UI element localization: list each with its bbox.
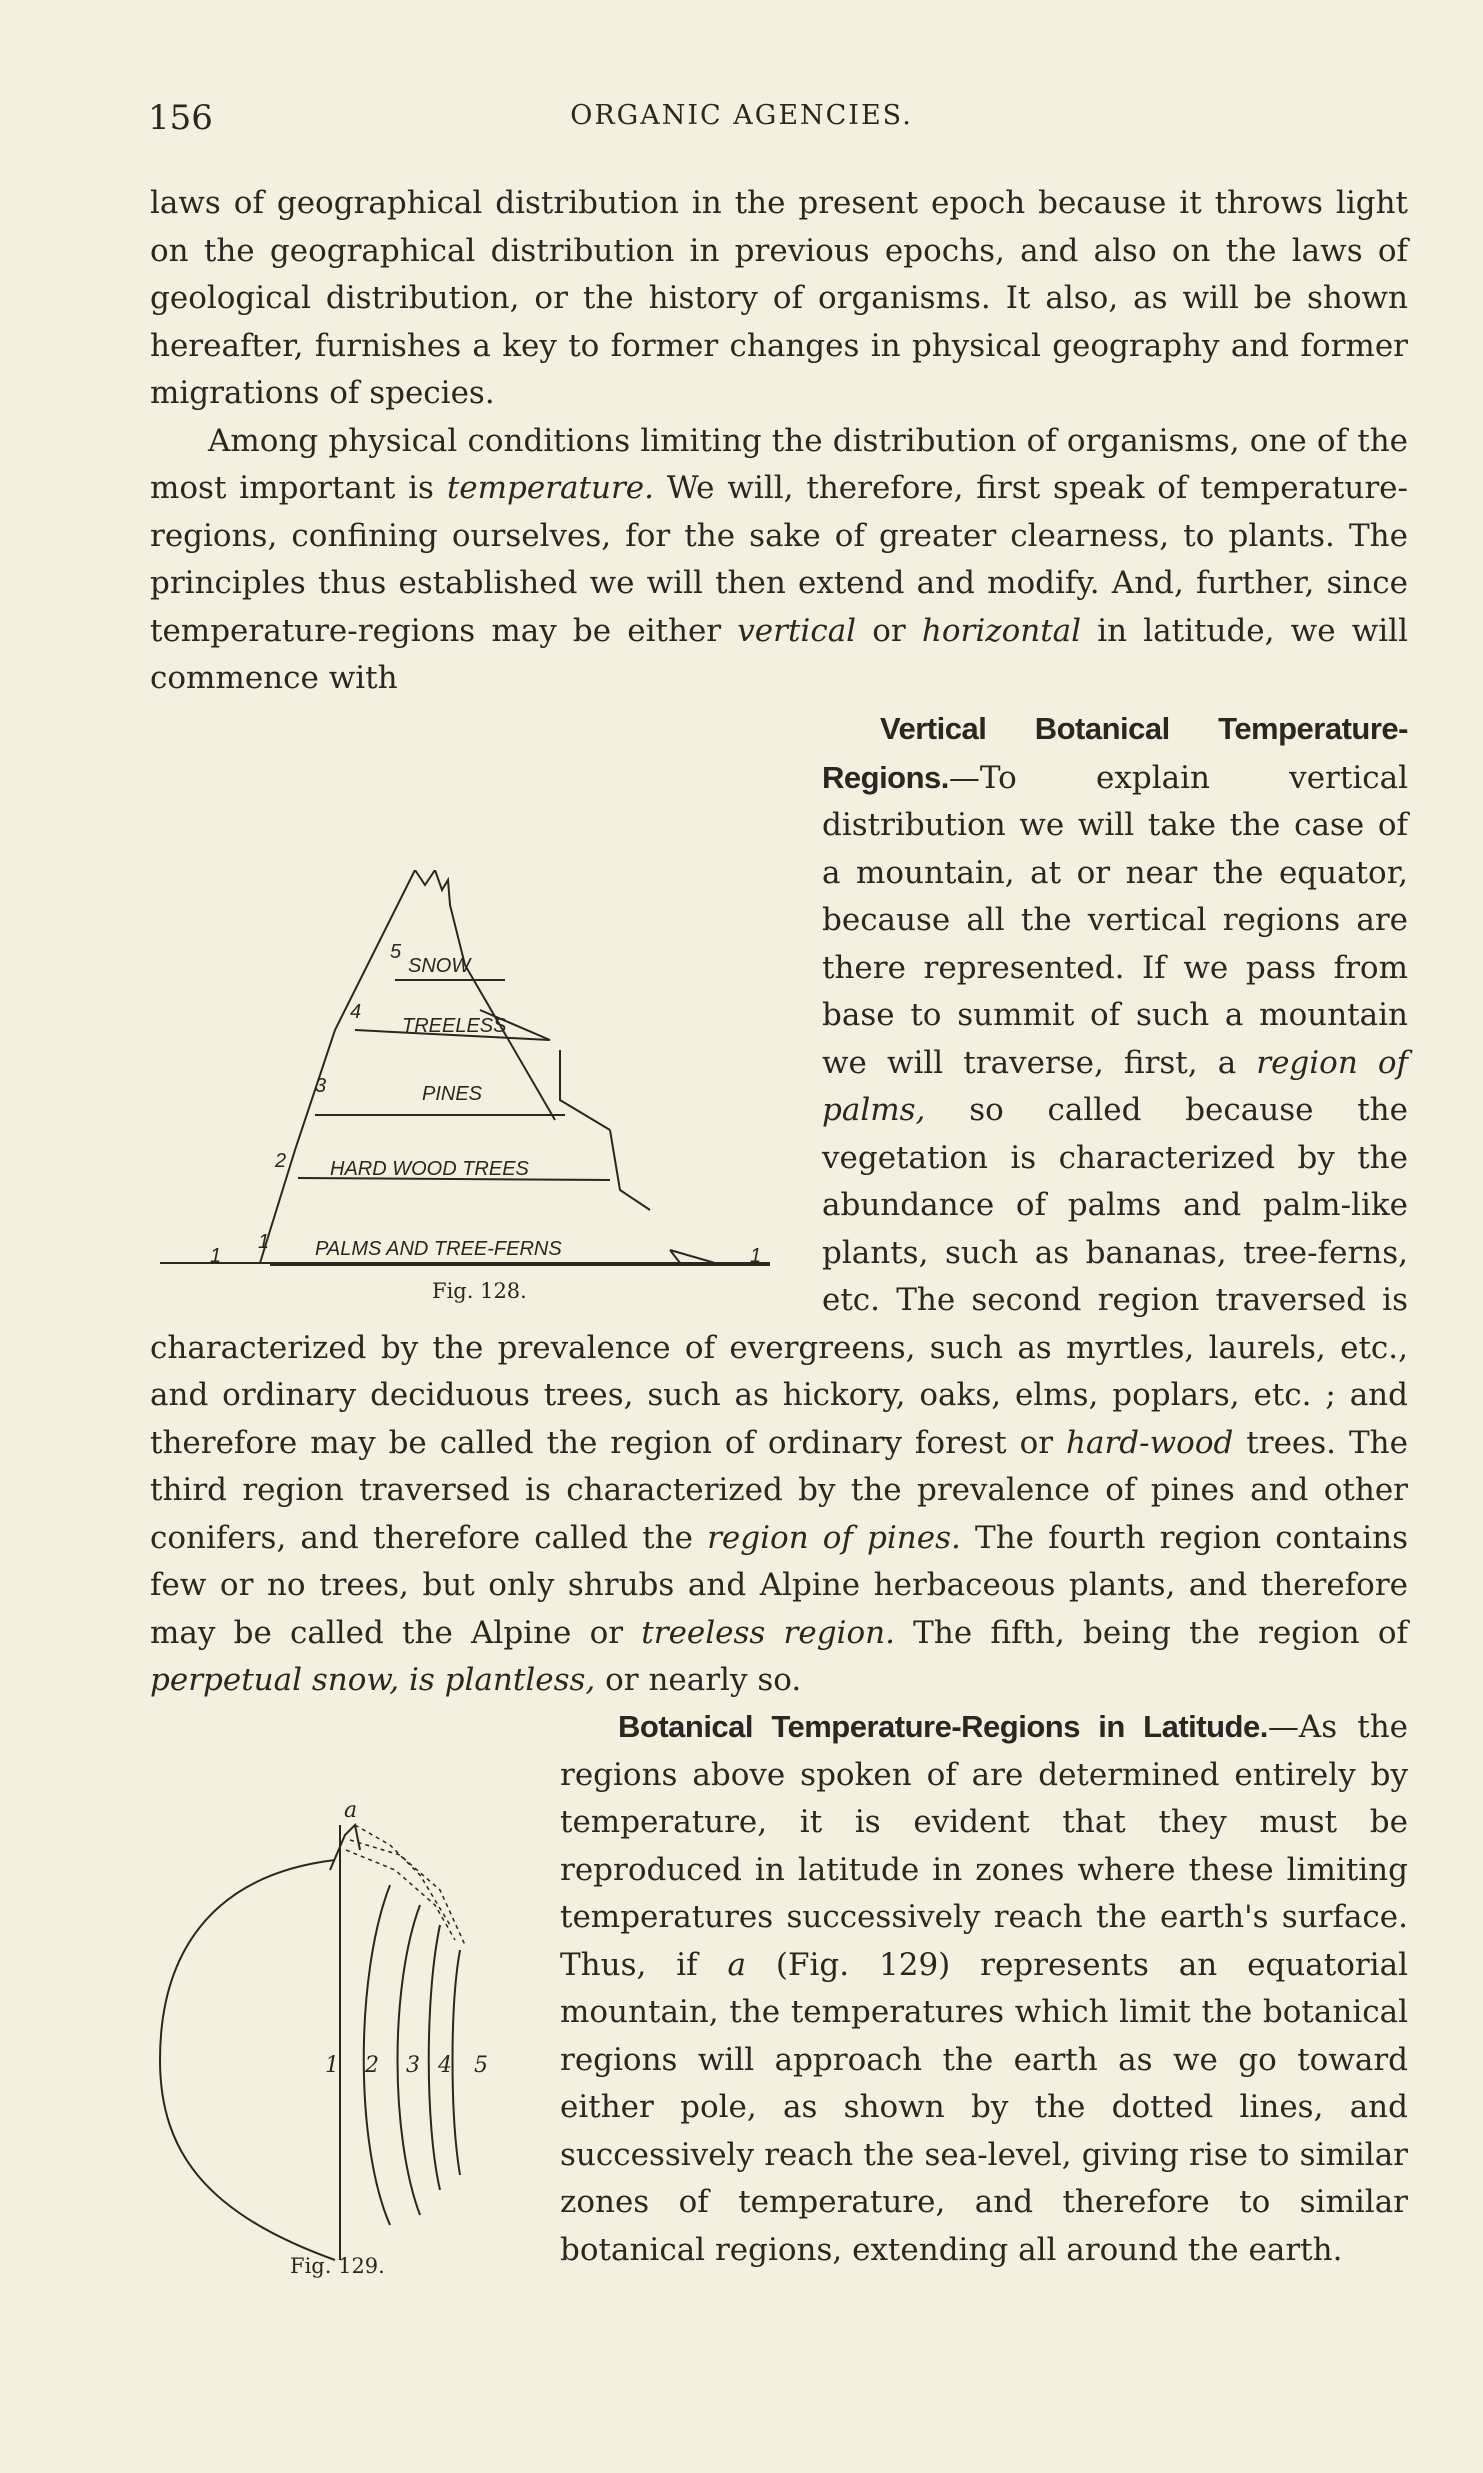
zone-number: 2 [365,2053,379,2078]
figure-caption: Fig. 128. [432,1279,527,1303]
zone-number: 3 [406,2053,420,2078]
zone-number: 1 [210,1245,222,1267]
zone-label: PALMS AND TREE-FERNS [315,1238,562,1260]
paragraph: Vertical Botanical Temperature-Regions.—To explain vertical distribution we will take the case of a mountain, at or near the equator, because all the vertical regions are there represented. If we pass from base to summit of such a mountain we will traverse, first, a region of palms, so called because the vegetation is characterized by the abundance of palms and palm-like plants, such as bananas, tree-ferns, etc. The second region traversed is characterized by the prevalence of evergreens, such as myrtles, laurels, etc., and ordinary deciduous trees, such as hickory, oaks, elms, poplars, etc. ; and therefore may be called the region of ordinary forest or hard-wood trees. The third region traversed is characterized by the prevalence of pines and other conifers, and therefore called the region of pines. The fourth region contains few or no trees, but only shrubs and Alpine herbaceous plants, and therefore may be called the Alpine or treeless region. The fifth, being the region of perpetual snow, is plantless, or nearly so. [150,711,1409,1698]
section-heading: Vertical Botanical Temperature-Regions. [822,711,1408,795]
section-heading: Botanical Temperature-Regions in Latitude. [618,1709,1268,1744]
zone-number: 1 [258,1231,270,1253]
figure-caption: Fig. 129. [290,2254,385,2278]
zone-label: HARD WOOD TREES [330,1158,529,1180]
zone-label: TREELESS [402,1015,507,1037]
paragraph: laws of geographical distribution in the present epoch because it throws light on the geographical distribution in previous epochs, and also on the laws of geological distribution, or the history of organisms. It also, as will be shown hereafter, furnishes a key to former changes in physical geography and former migrations of species. [150,185,1408,411]
zone-number: 1 [325,2053,339,2078]
paragraph: Botanical Temperature-Regions in Latitude.—As the regions above spoken of are determined entirely by temperature, it is evident that they must be reproduced in latitude in zones where these limiting temperatures successively reach the earth's surface. Thus, if a (Fig. 129) represents an equatorial mountain, the temperatures which limit the botanical regions will approach the earth as we go toward either pole, as shown by the dotted lines, and successively reach the sea-level, giving rise to similar zones of temperature, and therefore to similar botanical regions, extending all around the earth. [150,1703,1408,2274]
zone-number: 5 [474,2053,488,2078]
page-header [0,98,1483,138]
zone-label: PINES [422,1083,483,1105]
zone-number: 2 [275,1150,287,1172]
paragraph: Among physical conditions limiting the distribution of organisms, one of the most important is temperature. We will, therefore, first speak of temperature-regions, confining ourselves, for the sake of greater clearness, to plants. The principles thus established we will then extend and modify. And, further, since temperature-regions may be either vertical or horizontal in latitude, we will commence with [150,422,1408,696]
mountain-zones-diagram [150,870,815,1310]
figure-128 [150,870,815,1310]
globe-zones-diagram [150,1795,550,2280]
zone-number: 5 [390,941,402,963]
running-head: ORGANIC AGENCIES. [570,100,913,131]
zone-number: 4 [350,1001,362,1023]
zone-label: SNOW [408,955,471,977]
page-number: 156 [148,98,213,138]
zone-number: 3 [315,1075,327,1097]
mountain-label: a [344,1798,358,1823]
intro-text [150,180,1408,703]
zone-number: 1 [750,1245,762,1267]
figure-129 [150,1795,550,2280]
zone-number: 4 [438,2053,452,2078]
